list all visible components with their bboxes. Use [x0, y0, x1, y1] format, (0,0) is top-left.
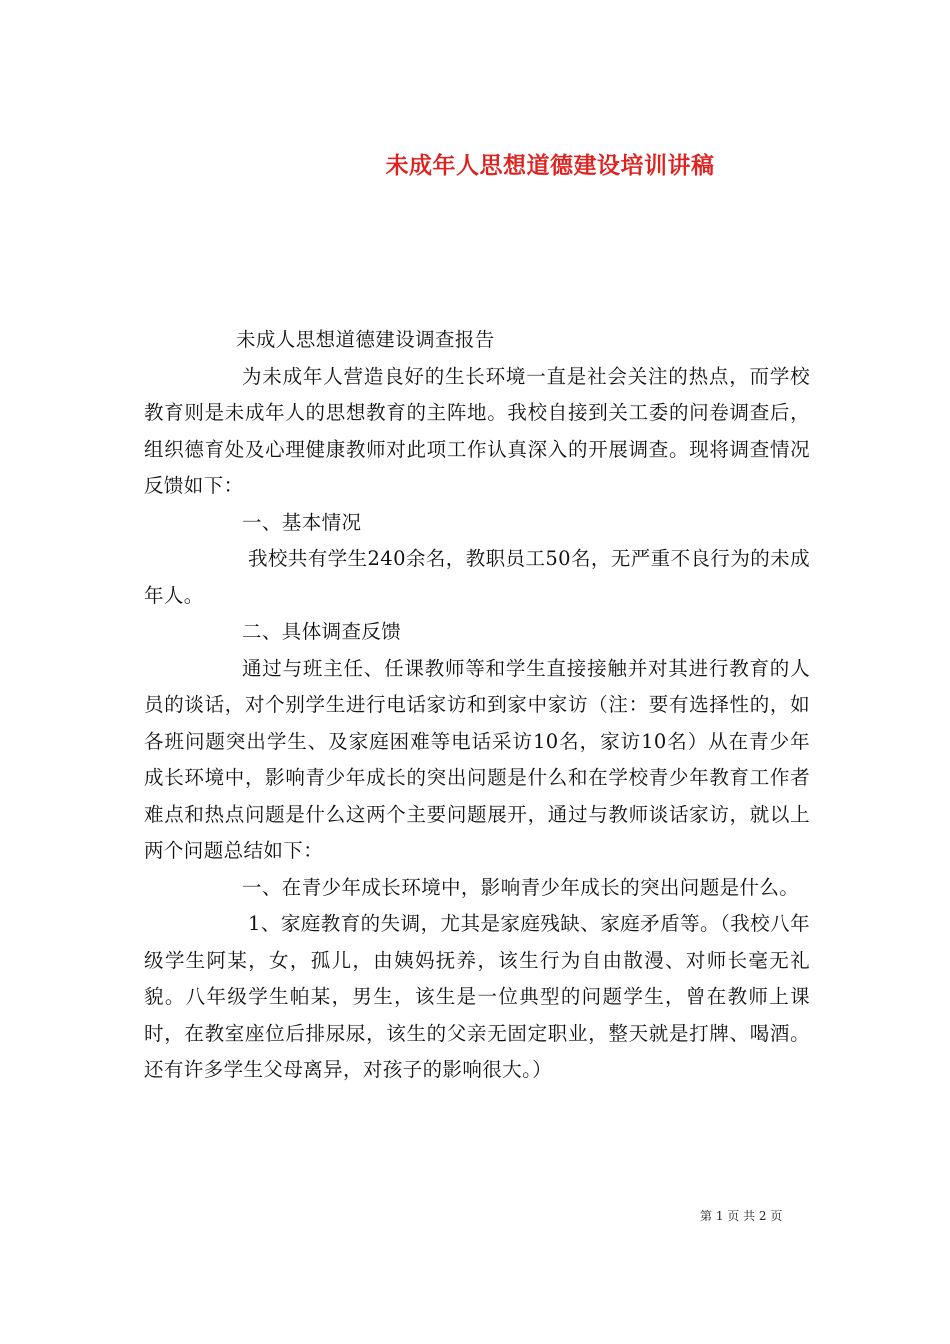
report-subtitle: 未成人思想道德建设调查报告 [236, 328, 495, 351]
feedback-paragraph: 通过与班主任、任课教师等和学生直接接触并对其进行教育的人员的谈话，对个别学生进行电话家访和到家中家访（注：要有选择性的，如各班问题突出学生、及家庭困难等电话采访10名，家访10名）从在青少年成长环境中，影响青少年成长的突出问题是什么和在学校青少年教育工作者难点和热点问题是什么这两个主要问题展开，通过与教师谈话家访，就以上两个问题总结如下： [144, 656, 810, 862]
intro-paragraph: 为未成年人营造良好的生长环境一直是社会关注的热点，而学校教育则是未成年人的思想教育的主阵地。我校自接到关工委的问卷调查后，组织德育处及心理健康教师对此项工作认真深入的开展调查。现将调查情况反馈如下： [144, 364, 810, 497]
document-title: 未成年人思想道德建设培训讲稿 [385, 152, 715, 180]
page-indicator: 第 1 页 共 2 页 [700, 1209, 783, 1223]
document-body [144, 322, 810, 1089]
basic-info-paragraph: 我校共有学生240余名，教职员工50名，无严重不良行为的未成年人。 [144, 547, 810, 607]
question-one-heading: 一、在青少年成长环境中，影响青少年成长的突出问题是什么。 [242, 875, 800, 899]
section-heading-feedback: 二、具体调查反馈 [242, 620, 402, 643]
section-heading-basic-info: 一、基本情况 [242, 510, 362, 534]
family-education-paragraph: 1、家庭教育的失调，尤其是家庭残缺、家庭矛盾等。（我校八年级学生阿某，女，孤儿，由姨妈抚养，该生行为自由散漫、对师长毫无礼貌。八年级学生帕某，男生，该生是一位典型的问题学生，曾在教师上课时，在教室座位后排尿尿，该生的父亲无固定职业，整天就是打牌、喝酒。还有许多学生父母离异，对孩子的影响很大。） [144, 912, 810, 1081]
